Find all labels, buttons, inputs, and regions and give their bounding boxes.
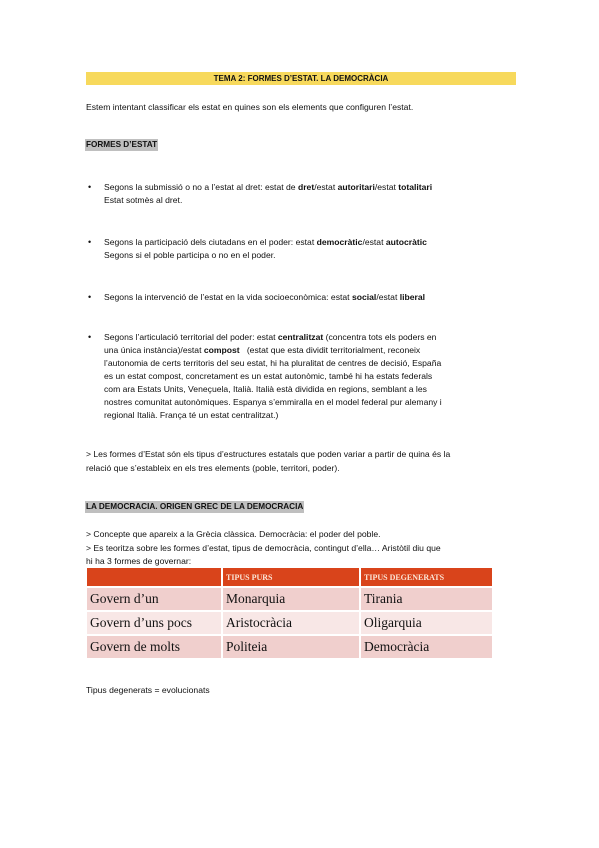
bullet-dot-icon: • (88, 182, 92, 192)
keyword: democràtic (316, 237, 363, 247)
table-header-row (87, 568, 492, 587)
bullet-line (104, 236, 524, 249)
bullet-subline: Estat sotmès al dret. (104, 195, 183, 205)
note-democracia-line1: > Concepte que apareix a la Grècia clàssica. Democràcia: el poder del poble. (86, 529, 381, 539)
bullet-text: una única instància)/estat (104, 345, 204, 355)
table-row (87, 587, 492, 611)
note-democracia-line2: > Es teoritza sobre les formes d’estat, tipus de democràcia, contingut d’ella… Aristòtil diu que (86, 543, 441, 553)
bullet-dot-icon: • (88, 292, 92, 302)
section-heading-democracia: LA DEMOCRACIA. ORIGEN GREC DE LA DEMOCRACIA (86, 502, 304, 511)
bullet-text: Segons la intervenció de l’estat en la vida socioeconòmica: estat (104, 292, 352, 302)
bullet-line: l’autonomia de certs territoris del seu estat, hi ha pluralitat de centres de decisió, España (104, 358, 442, 368)
keyword: autocràtic (385, 237, 427, 247)
table-row (87, 635, 492, 658)
bullet-text: /estat (376, 292, 400, 302)
table-header-cell: TIPUS PURS (222, 568, 360, 587)
bullet-line: com ara Estats Units, Veneçuela, Italià. Italià està dividida en regions, semblant a les (104, 384, 427, 394)
table-cell: Monarquia (222, 587, 360, 611)
bullet-line: nostres comunitat autonòmiques. Espanya s’emmiralla en el model federal pur alemany i (104, 397, 442, 407)
bullet-subline: Segons si el poble participa o no en el poder. (104, 250, 276, 260)
table-header-cell (87, 568, 222, 587)
bullet-text: /estat (362, 237, 386, 247)
note-formes-estat-line1: > Les formes d’Estat són els tipus d’estructures estatals que poden variar a partir de quina és la (86, 449, 451, 459)
bullet-text: Segons l’articulació territorial del poder: estat (104, 332, 278, 342)
keyword: liberal (399, 292, 426, 302)
keyword: autoritari (337, 182, 375, 192)
note-democracia-line3: hi ha 3 formes de governar: (86, 556, 192, 566)
bullet-line: regional Italià. França té un estat centralitzat.) (104, 410, 279, 420)
bullet-line (104, 331, 524, 344)
keyword: social (351, 292, 377, 302)
table-cell: Tirania (360, 587, 492, 611)
bullet-line: es un estat compost, concretament es un estat autonòmic, també hi ha estats federals (104, 371, 433, 381)
bullet-line (104, 344, 524, 357)
bullet-text: /estat (314, 182, 338, 192)
footer-note: Tipus degenerats = evolucionats (86, 685, 210, 695)
bullet-text: (concentra tots els poders en (323, 332, 437, 342)
table-cell: Govern de molts (87, 635, 222, 658)
keyword: compost (203, 345, 240, 355)
table-cell: Govern d’un (87, 587, 222, 611)
bullet-dot-icon: • (88, 332, 92, 342)
keyword: centralitzat (277, 332, 324, 342)
bullet-text: /estat (374, 182, 399, 192)
bullet-line (104, 181, 524, 194)
document-title: TEMA 2: FORMES D’ESTAT. LA DEMOCRÀCIA (86, 72, 516, 85)
intro-paragraph: Estem intentant classificar els estat en quines son els elements que configuren l’estat. (86, 102, 414, 112)
table-cell: Politeia (222, 635, 360, 658)
table-header-cell: TIPUS DEGENERATS (360, 568, 492, 587)
table-cell: Govern d’uns pocs (87, 611, 222, 635)
keyword: totalitari (398, 182, 433, 192)
bullet-line (104, 291, 524, 304)
table-row (87, 611, 492, 635)
section-heading-formes-estat: FORMES D’ESTAT (86, 140, 158, 149)
table-cell: Oligarquia (360, 611, 492, 635)
keyword: dret (297, 182, 315, 192)
note-formes-estat-line2: relació que s’estableix en els tres elements (poble, territori, poder). (86, 463, 340, 473)
bullet-text: Segons la submissió o no a l’estat al dret: estat de (104, 182, 298, 192)
bullet-text: Segons la participació dels ciutadans en el poder: estat (104, 237, 317, 247)
table-cell: Aristocràcia (222, 611, 360, 635)
table-cell: Democràcia (360, 635, 492, 658)
forms-of-government-table (87, 568, 492, 658)
bullet-text: (estat que esta dividit territorialment, reconeix (239, 345, 421, 355)
bullet-dot-icon: • (88, 237, 92, 247)
